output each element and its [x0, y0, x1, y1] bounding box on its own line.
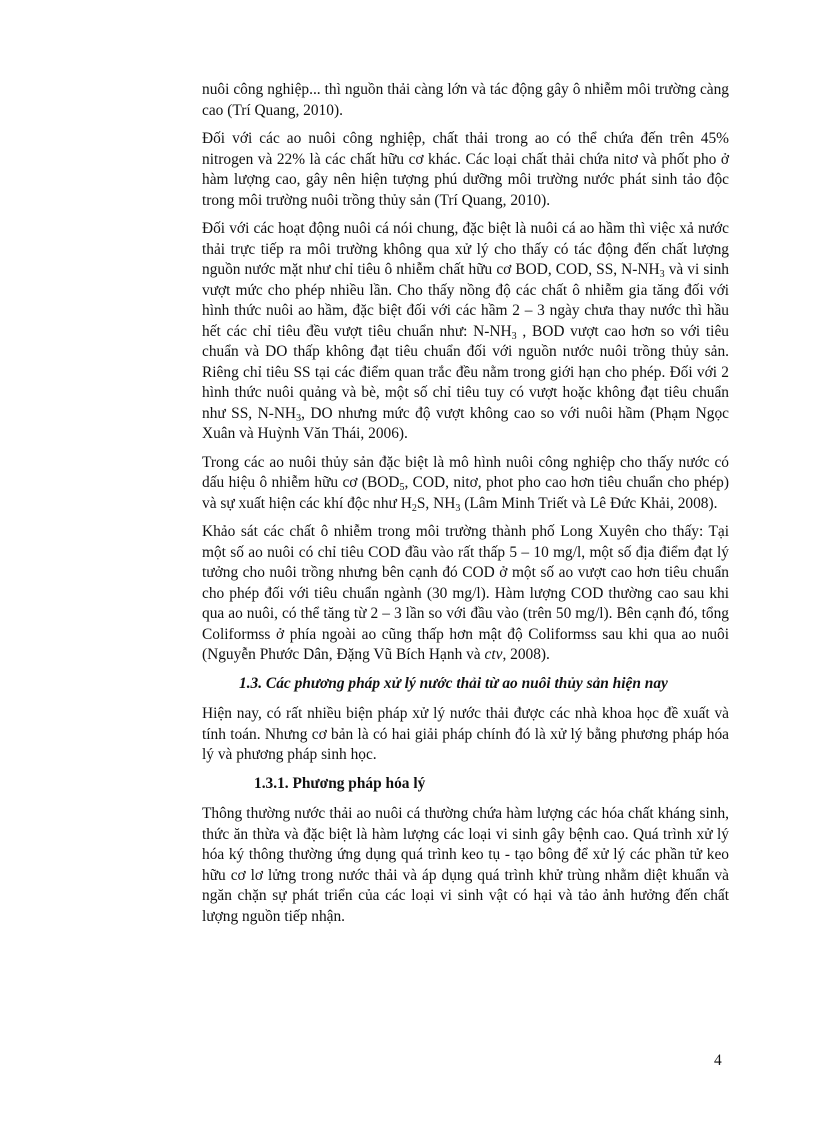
page-number: 4 — [714, 1052, 722, 1069]
paragraph-3-text-a: Đối với các hoạt động nuôi cá nói chung, đặc biệt là nuôi cá ao hầm thì việc xả nước thải trực tiếp ra môi trường không qua xử lý cho thấy có tác động đến chất lượng nguồn nước mặt như chỉ tiêu ô nhiễm chất hữu cơ BOD, COD, SS, N-NH — [202, 220, 729, 278]
paragraph-3-sub-2: 3 — [511, 330, 517, 342]
paragraph-4-sub-3: 3 — [455, 502, 461, 514]
paragraph-5-text-a: Khảo sát các chất ô nhiễm trong môi trường thành phố Long Xuyên cho thấy: Tại một số ao nuôi có chỉ tiêu COD đầu vào rất thấp 5 – 10 mg/l, một số địa điểm đạt lý tưởng cho nuôi trồng nhưng bên cạnh đó COD ở một số ao vượt cao hơn tiêu chuẩn cho phép đối với tiêu chuẩn ngành (30 mg/l). Hàm lượng COD thường cao sau khi qua ao nuôi, có thể tăng từ 2 – 3 lần so với đầu vào (trên 50 mg/l). Bên cạnh đó, tổng Coliformss ở phía ngoài ao cũng thấp hơn mật độ Coliformss sau khi qua ao nuôi (Nguyễn Phước Dân, Đặng Vũ Bích Hạnh và — [202, 523, 729, 663]
paragraph-3 — [202, 219, 729, 445]
paragraph-4-text-c: S, NH — [416, 494, 456, 512]
paragraph-5-italic: ctv — [484, 646, 503, 663]
paragraph-4-sub-1: 5 — [399, 482, 405, 493]
paragraph-4-text-b: , COD, nitơ, phot pho cao hơn tiêu chuẩn cho phép) và sự xuất hiện các khí độc như H — [202, 474, 729, 512]
paragraph-3-text-d: , DO nhưng mức độ vượt không cao so với nuôi hầm (Phạm Ngọc Xuân và Huỳnh Văn Thái, 2006). — [202, 404, 729, 442]
paragraph-5 — [202, 522, 729, 666]
paragraph-3-sub-3: 3 — [296, 412, 302, 424]
section-heading-1-3: 1.3. Các phương pháp xử lý nước thải từ ao nuôi thủy sản hiện nay — [239, 674, 668, 692]
paragraph-3-sub-1: 3 — [659, 269, 665, 280]
paragraph-4 — [202, 453, 729, 515]
paragraph-4-sub-2: 2 — [411, 502, 417, 514]
subsection-heading-1-3-1: 1.3.1. Phương pháp hóa lý — [254, 774, 426, 792]
paragraph-4-text-d: (Lâm Minh Triết và Lê Đức Khải, 2008). — [460, 494, 718, 512]
paragraph-6: Hiện nay, có rất nhiều biện pháp xử lý nước thải được các nhà khoa học đề xuất và tính toán. Nhưng cơ bản là có hai giải pháp chính đó là xử lý bằng phương pháp hóa lý và phương pháp sinh học. — [202, 705, 729, 763]
paragraph-3-text-b: và vi sinh vượt mức cho phép nhiều lần. Cho thấy nồng độ các chất ô nhiễm gia tăng đối với hình thức nuôi ao hầm, đặc biệt đối với các hầm 2 – 3 ngày chưa thay nước thì hầu hết các chỉ tiêu đều vượt tiêu chuẩn như: N-NH — [202, 261, 729, 340]
paragraph-2: Đối với các ao nuôi công nghiệp, chất thải trong ao có thể chứa đến trên 45% nitrogen và 22% là các chất hữu cơ khác. Các loại chất thải chứa nitơ và phốt pho ở hàm lượng cao, gây nên hiện tượng phú dưỡng môi trường nước phát sinh tảo độc trong môi trường nuôi trồng thủy sản (Trí Quang, 2010). — [202, 130, 729, 209]
paragraph-1: nuôi công nghiệp... thì nguồn thải càng lớn và tác động gây ô nhiễm môi trường càng cao (Trí Quang, 2010). — [202, 81, 729, 119]
paragraph-3-text-c: , BOD vượt cao hơn so với tiêu chuẩn và DO thấp không đạt tiêu chuẩn đối với nguồn nước nuôi trồng thủy sản. Riêng chỉ tiêu SS tại các điểm quan trắc đều nằm trong giới hạn cho phép. Đối với 2 hình thức nuôi quảng và bè, một số chỉ tiêu tuy có vượt hoặc không đạt tiêu chuẩn như SS, N-NH — [202, 322, 729, 422]
paragraph-4-text-a: Trong các ao nuôi thủy sản đặc biệt là mô hình nuôi công nghiệp cho thấy nước có dấu hiệu ô nhiễm hữu cơ (BOD — [202, 453, 729, 491]
paragraph-7: Thông thường nước thải ao nuôi cá thường chứa hàm lượng các hóa chất kháng sinh, thức ăn thừa và đặc biệt là hàm lượng các loại vi sinh gây bệnh cao. Quá trình xử lý hóa ký thông thường ứng dụng quá trình keo tụ - tạo bông để xử lý các phần tử keo hữu cơ lơ lửng trong nước thải và áp dụng quá trình khử trùng nhằm diệt khuẩn và ngăn chặn sự phát triển của các loại vi sinh vật có hại và tảo ảnh hưởng đến chất lượng nguồn tiếp nhận. — [202, 805, 729, 925]
paragraph-5-text-b: , 2008). — [502, 646, 550, 663]
document-page — [202, 80, 729, 935]
